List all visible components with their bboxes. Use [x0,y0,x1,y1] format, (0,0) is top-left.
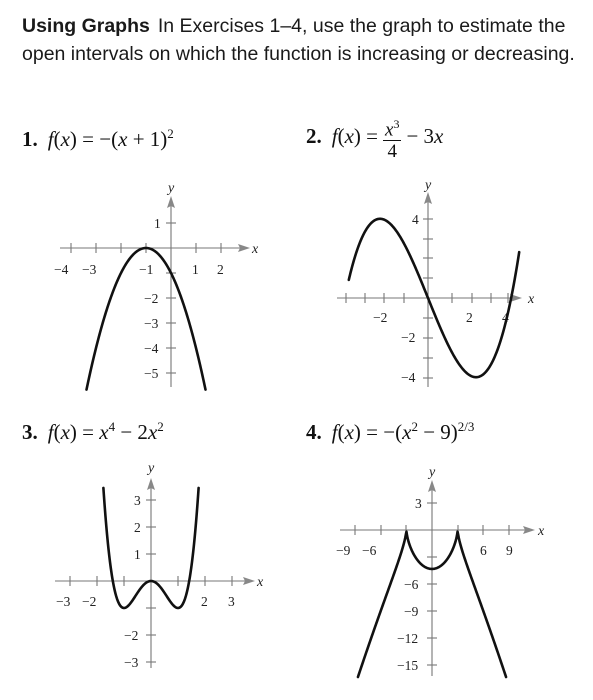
x-axis-label: x [538,524,545,539]
y-tick-label: −2 [401,330,416,345]
exercise-function: $f(x) = -(x + 1)^2$ [47,126,174,151]
exercise-number: 2. [306,124,322,149]
x-tick-label: −9 [336,543,351,558]
x-tick-label: −3 [56,594,71,609]
x-tick-label: −4 [54,262,69,277]
y-tick-label: 3 [415,496,422,511]
x-tick-label: 4 [502,310,509,325]
x-tick-label: −1 [139,262,154,277]
exercise-number: 3. [22,420,38,444]
y-axis-label: y [429,465,436,480]
exercise-function: f(x) = $\frac{x^3}{4}$ − 3x [332,124,444,148]
exercise-function: $f(x) = -(x^2 - 9)^{2/3}$ [331,419,475,444]
x-axis-label: x [528,292,535,307]
y-tick-label: 4 [412,212,419,227]
y-axis-label: y [168,181,175,196]
x-tick-label: 6 [480,543,487,558]
section-heading: Using Graphs [22,15,150,37]
y-tick-label: −3 [124,655,139,670]
x-tick-label: 9 [506,543,513,558]
instructions-text: In Exercises 1–4, use the graph to estimate the open intervals on which the function is increasing or decreasing. [22,15,575,65]
exercise-number: 4. [306,420,322,444]
x-tick-label: 1 [192,262,199,277]
y-tick-label: −2 [124,628,139,643]
y-tick-label: −4 [401,370,416,385]
y-tick-label: −5 [144,366,159,381]
y-tick-label: −9 [404,604,419,619]
y-tick-label: −12 [397,631,419,646]
y-tick-label: −15 [397,658,419,673]
y-tick-label: 1 [134,547,141,562]
x-tick-label: −3 [82,262,97,277]
y-tick-label: 1 [154,216,161,231]
x-tick-label: 2 [201,594,208,609]
exercise-number: 1. [22,127,38,151]
x-tick-label: 2 [466,310,473,325]
y-tick-label: −2 [144,291,159,306]
x-tick-label: −2 [82,594,97,609]
y-tick-label: 3 [134,493,141,508]
x-axis-label: x [257,575,264,590]
y-axis-label: y [425,178,432,193]
y-tick-label: 2 [134,520,141,535]
x-tick-label: −2 [373,310,388,325]
x-tick-label: 3 [228,594,235,609]
y-tick-label: −4 [144,341,159,356]
x-tick-label: −6 [362,543,377,558]
x-tick-label: 2 [217,262,224,277]
y-axis-label: y [148,461,155,476]
y-tick-label: −3 [144,316,159,331]
x-axis-label: x [252,242,259,257]
exercise-function: $f(x) = x^4 - 2x^2$ [47,419,164,444]
y-tick-label: −6 [404,577,419,592]
